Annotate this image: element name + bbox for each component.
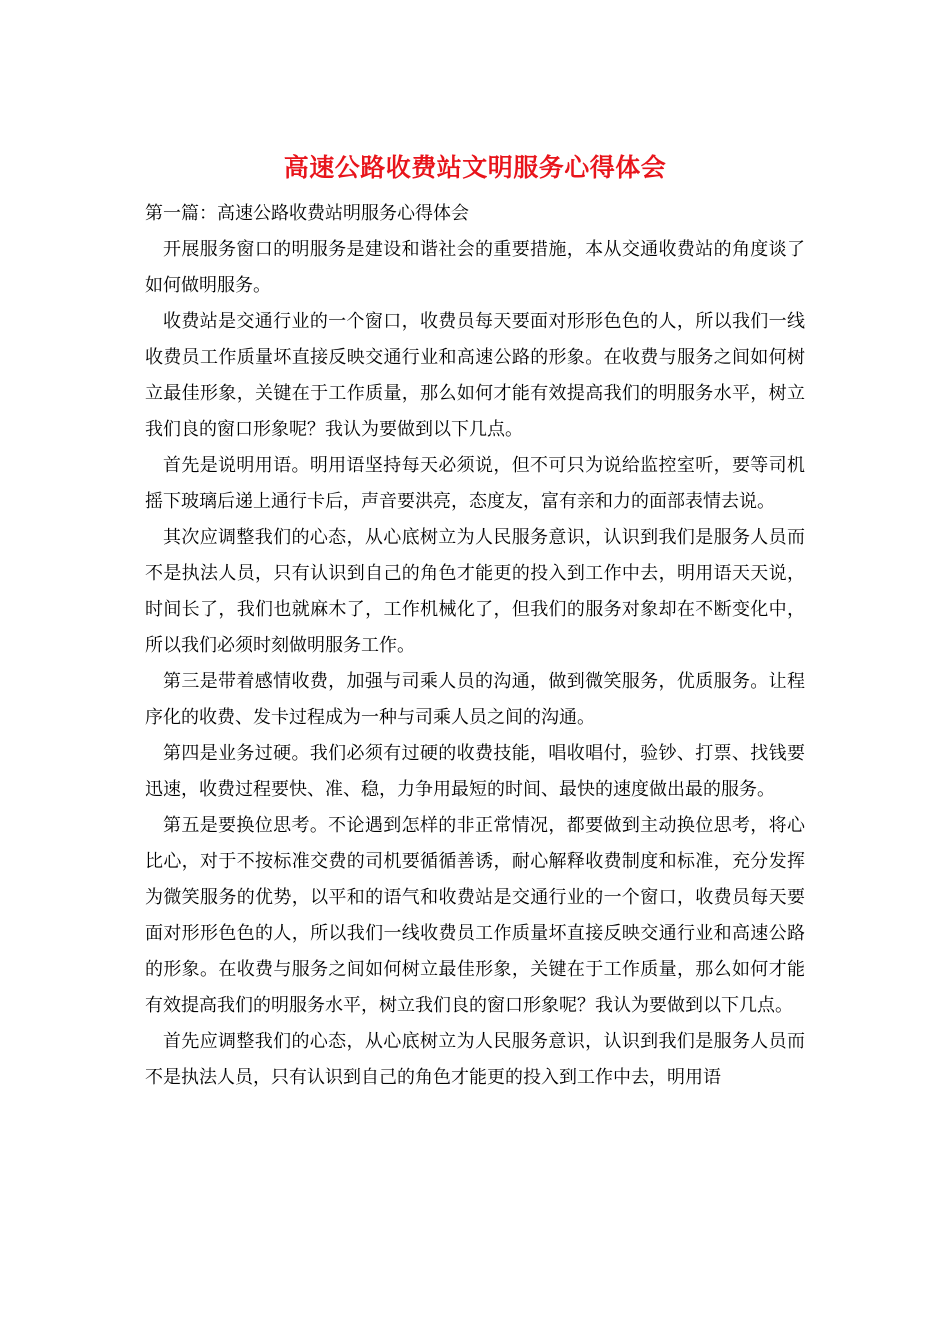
section-heading: 第一篇：高速公路收费站明服务心得体会 — [145, 203, 469, 224]
paragraph: 第四是业务过硬。我们必须有过硬的收费技能，唱收唱付，验钞、打票、找钱要迅速，收费过程要快、准、稳，力争用最短的时间、最快的速度做出最的服务。 — [145, 743, 805, 800]
paragraph: 开展服务窗口的明服务是建设和谐社会的重要措施，本从交通收费站的角度谈了如何做明服务。 — [145, 239, 805, 296]
paragraph: 首先是说明用语。明用语坚持每天必须说，但不可只为说给监控室听，要等司机摇下玻璃后递上通行卡后，声音要洪亮，态度友，富有亲和力的面部表情去说。 — [145, 455, 805, 512]
paragraph: 其次应调整我们的心态，从心底树立为人民服务意识，认识到我们是服务人员而不是执法人员，只有认识到自己的角色才能更的投入到工作中去，明用语天天说，时间长了，我们也就麻木了，工作机械化了，但我们的服务对象却在不断变化中，所以我们必须时刻做明服务工作。 — [145, 527, 805, 656]
paragraph: 收费站是交通行业的一个窗口，收费员每天要面对形形色色的人，所以我们一线收费员工作质量坏直接反映交通行业和高速公路的形象。在收费与服务之间如何树立最佳形象，关键在于工作质量，那么如何才能有效提高我们的明服务水平，树立我们良的窗口形象呢？我认为要做到以下几点。 — [145, 311, 805, 440]
document-title: 高速公路收费站文明服务心得体会 — [283, 153, 667, 182]
paragraph: 第五是要换位思考。不论遇到怎样的非正常情况，都要做到主动换位思考，将心比心，对于不按标准交费的司机要循循善诱，耐心解释收费制度和标准，充分发挥为微笑服务的优势，以平和的语气和收费站是交通行业的一个窗口，收费员每天要面对形形色色的人，所以我们一线收费员工作质量坏直接反映交通行业和高速公路的形象。在收费与服务之间如何树立最佳形象，关键在于工作质量，那么如何才能有效提高我们的明服务水平，树立我们良的窗口形象呢？我认为要做到以下几点。 — [145, 815, 805, 1016]
paragraph: 首先应调整我们的心态，从心底树立为人民服务意识，认识到我们是服务人员而不是执法人员，只有认识到自己的角色才能更的投入到工作中去，明用语 — [145, 1031, 805, 1088]
document-body — [145, 196, 805, 1096]
paragraph: 第三是带着感情收费，加强与司乘人员的沟通，做到微笑服务，优质服务。让程序化的收费、发卡过程成为一种与司乘人员之间的沟通。 — [145, 671, 805, 728]
